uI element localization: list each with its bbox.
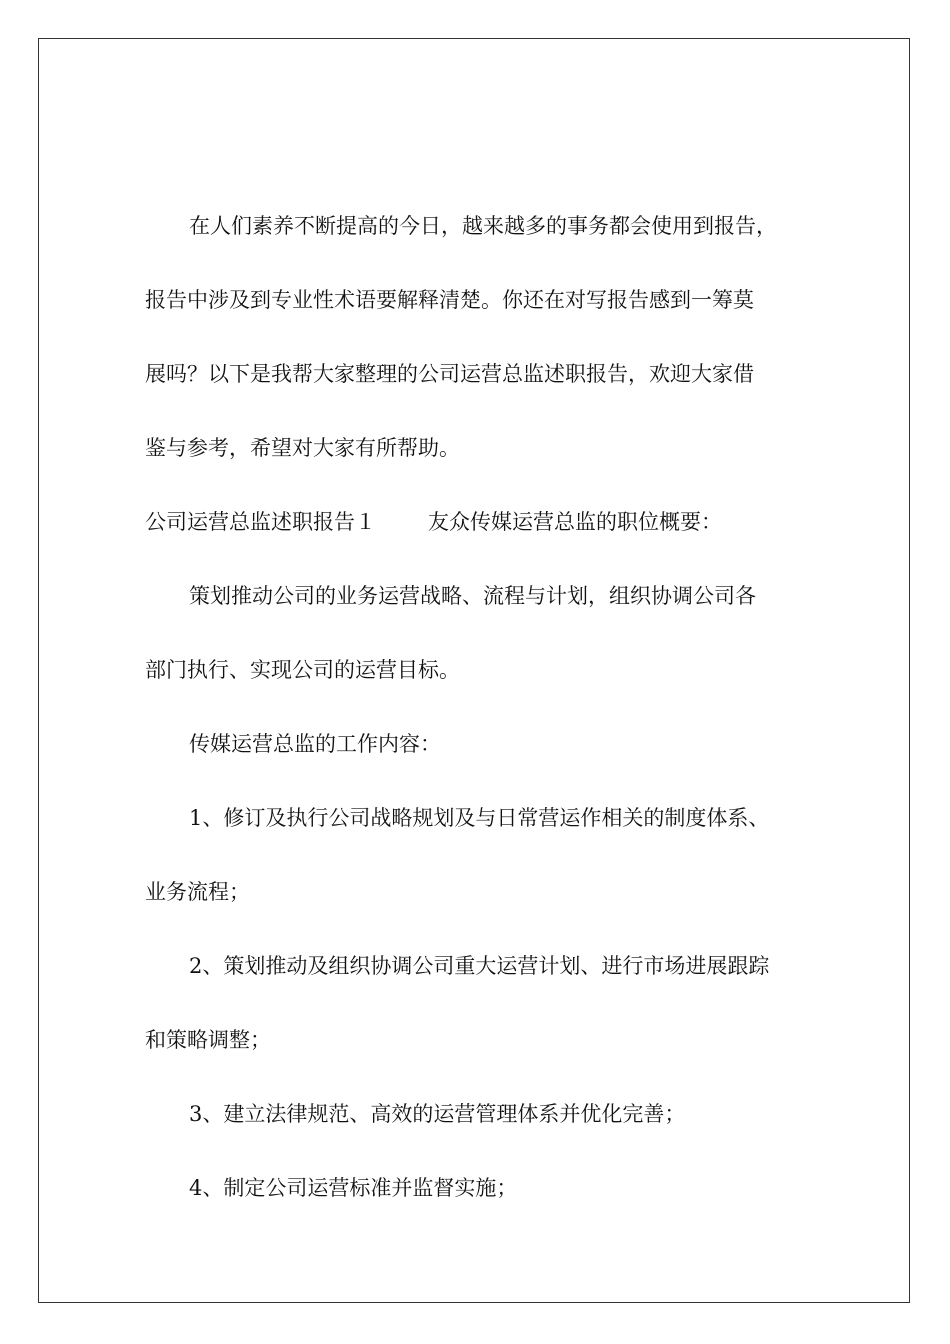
summary-line-1: 策划推动公司的业务运营战略、流程与计划，组织协调公司各 [189, 584, 756, 608]
intro-line-1: 在人们素养不断提高的今日，越来越多的事务都会使用到报告， [189, 214, 777, 238]
duty-1-line-1: 1、修订及执行公司战略规划及与日常营运作相关的制度体系、 [189, 806, 770, 830]
summary-line-2: 部门执行、实现公司的运营目标。 [145, 658, 460, 682]
section-title: 公司运营总监述职报告１ [145, 510, 376, 534]
document-body [145, 205, 815, 1241]
intro-line-3: 展吗？以下是我帮大家整理的公司运营总监述职报告，欢迎大家借 [145, 362, 754, 386]
duty-1-line-2: 业务流程； [145, 880, 250, 904]
duty-2-line-1: 2、策划推动及组织协调公司重大运营计划、进行市场进展跟踪 [189, 954, 770, 978]
section-heading [145, 501, 815, 575]
duties-heading: 传媒运营总监的工作内容： [189, 732, 441, 756]
intro-line-2: 报告中涉及到专业性术语要解释清楚。你还在对写报告感到一筹莫 [145, 288, 754, 312]
duty-4-line-1: 4、制定公司运营标准并监督实施； [189, 1176, 518, 1200]
duty-3-line-1: 3、建立法律规范、高效的运营管理体系并优化完善； [189, 1102, 686, 1126]
intro-line-4: 鉴与参考，希望对大家有所帮助。 [145, 436, 460, 460]
section-subtitle: 友众传媒运营总监的职位概要： [428, 510, 722, 534]
duty-2-line-2: 和策略调整； [145, 1028, 271, 1052]
